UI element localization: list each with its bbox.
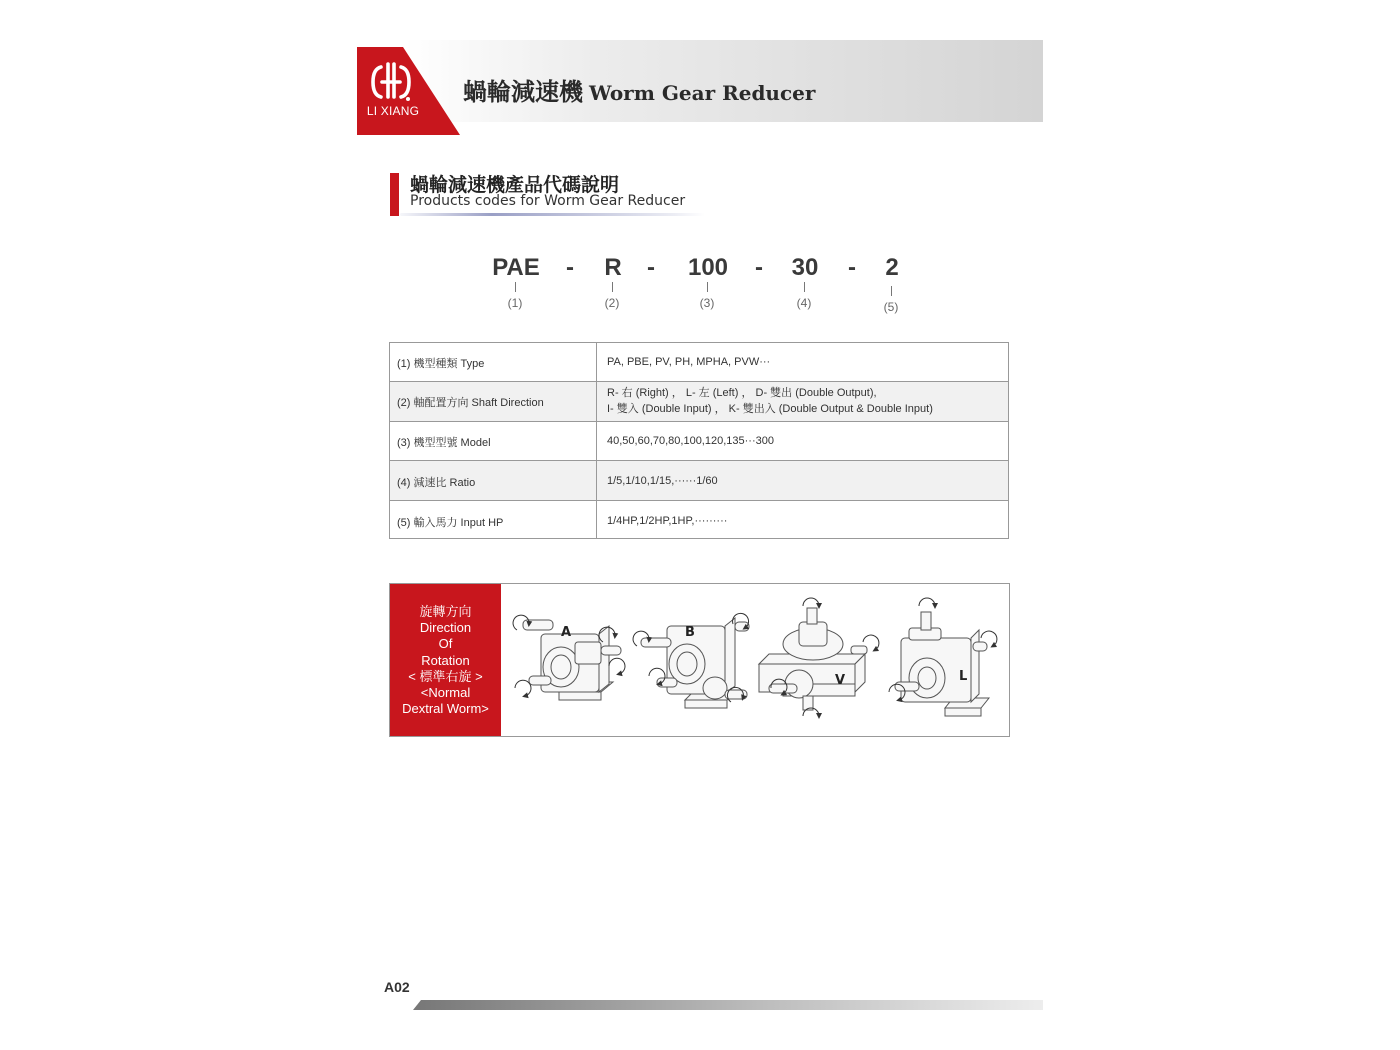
row-value: 1/5,1/10,1/15,······1/60 bbox=[607, 475, 718, 487]
brand-name: LI XIANG bbox=[366, 104, 420, 118]
column-divider bbox=[596, 382, 597, 422]
section-underline bbox=[400, 213, 705, 216]
code-tick bbox=[515, 282, 516, 292]
column-divider bbox=[596, 501, 597, 538]
code-index: (3) bbox=[699, 296, 715, 310]
diagram-v bbox=[759, 608, 867, 710]
column-divider bbox=[596, 343, 597, 382]
code-segment-direction: R bbox=[604, 254, 622, 281]
page-number: A02 bbox=[384, 979, 410, 995]
table-row bbox=[390, 422, 1008, 461]
page-title-en: Worm Gear Reducer bbox=[589, 81, 816, 105]
diagram-letter-a: A bbox=[561, 625, 572, 640]
row-key: (2) 軸配置方向 Shaft Direction bbox=[397, 397, 544, 409]
code-tick bbox=[804, 282, 805, 292]
section-marker bbox=[390, 173, 399, 216]
page-title bbox=[463, 72, 815, 107]
rotation-label-line: Direction bbox=[419, 620, 472, 636]
column-divider bbox=[596, 461, 597, 501]
column-divider bbox=[596, 422, 597, 461]
code-tick bbox=[891, 286, 892, 296]
row-value: PA, PBE, PV, PH, MPHA, PVW··· bbox=[607, 356, 771, 368]
section-title-zh: 蝸輪減速機產品代碼說明 bbox=[410, 175, 620, 196]
diagram-letter-v: V bbox=[835, 673, 846, 688]
code-separator: - bbox=[848, 254, 856, 281]
code-index: (2) bbox=[604, 296, 620, 310]
section-title-en: Products codes for Worm Gear Reducer bbox=[410, 193, 686, 209]
diagram-letter-l: L bbox=[959, 669, 968, 684]
rotation-label-line: < 標準右旋 > bbox=[408, 668, 483, 684]
rotation-label-line: Of bbox=[438, 636, 453, 652]
rotation-label-line: <Normal bbox=[420, 685, 471, 701]
code-tick bbox=[612, 282, 613, 292]
row-key: (1) 機型種類 Type bbox=[397, 358, 485, 370]
brand-logo bbox=[357, 47, 461, 135]
spec-table bbox=[389, 342, 1009, 539]
footer-bar bbox=[413, 1000, 1043, 1010]
table-row bbox=[390, 382, 1008, 422]
code-index: (4) bbox=[796, 296, 812, 310]
code-separator: - bbox=[566, 254, 574, 281]
table-row bbox=[390, 501, 1008, 538]
row-value: I- 雙入 (Double Input) ， K- 雙出入 (Double Output & Double Input) bbox=[607, 403, 933, 415]
rotation-diagrams bbox=[501, 584, 1009, 736]
code-segment-ratio: 30 bbox=[791, 254, 819, 281]
rotation-label-line: 旋轉方向 bbox=[419, 604, 472, 619]
code-index: (1) bbox=[507, 296, 523, 310]
code-separator: - bbox=[647, 254, 655, 281]
diagram-letter-b: B bbox=[685, 625, 695, 640]
row-value: 1/4HP,1/2HP,1HP,········· bbox=[607, 515, 728, 527]
diagram-l bbox=[895, 612, 989, 716]
rotation-label bbox=[390, 584, 501, 736]
code-tick bbox=[707, 282, 708, 292]
table-row bbox=[390, 461, 1008, 501]
code-separator: - bbox=[755, 254, 763, 281]
rotation-label-line: Dextral Worm> bbox=[402, 701, 489, 717]
row-value: R- 右 (Right) ， L- 左 (Left) ， D- 雙出 (Double Output), bbox=[607, 387, 877, 399]
row-value: 40,50,60,70,80,100,120,135···300 bbox=[607, 435, 774, 447]
row-key: (4) 減速比 Ratio bbox=[397, 477, 476, 489]
row-key: (5) 輸入馬力 Input HP bbox=[397, 517, 504, 529]
row-key: (3) 機型型號 Model bbox=[397, 437, 491, 449]
diagram-b bbox=[641, 618, 749, 708]
table-row bbox=[390, 343, 1008, 382]
code-index: (5) bbox=[883, 300, 899, 314]
page-title-zh: 蝸輪減速機 bbox=[463, 79, 583, 106]
diagram-a bbox=[523, 620, 621, 700]
code-segment-model: 100 bbox=[687, 254, 729, 281]
code-segment-type: PAE bbox=[492, 254, 540, 281]
code-segment-hp: 2 bbox=[885, 254, 899, 281]
rotation-label-line: Rotation bbox=[421, 652, 470, 668]
